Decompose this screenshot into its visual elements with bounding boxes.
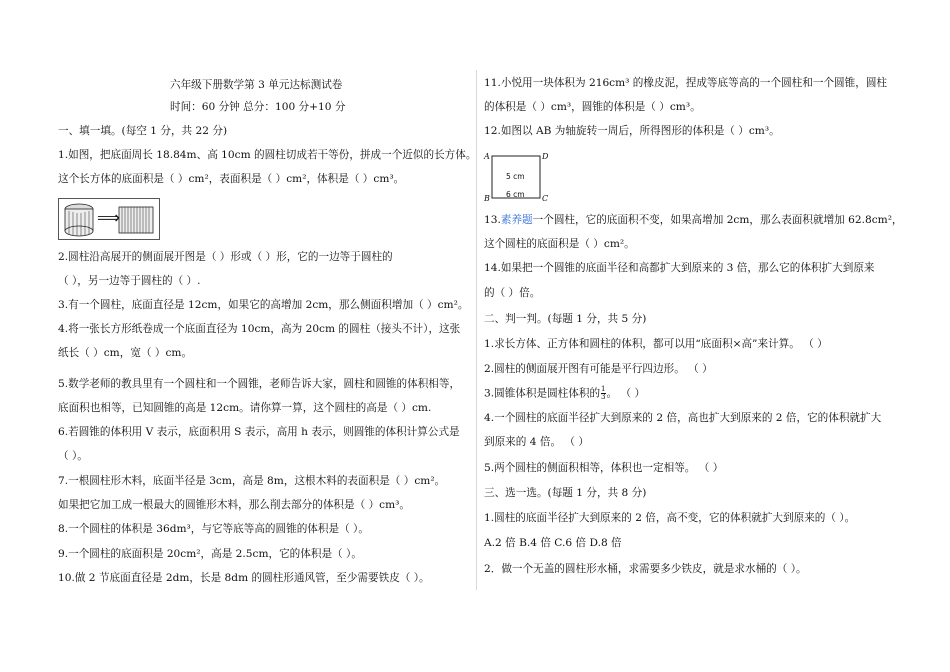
fraction-numerator: 1 <box>601 385 606 393</box>
question-10: 10.做 2 节底面直径是 2dm，长是 8dm 的圆柱形通风管，至少需要铁皮（ ）。 <box>58 572 430 584</box>
question-5-line-2: 底面积也相等，已知圆锥的高是 12cm。请你算一算，这个圆柱的高是（ ）cm. <box>58 402 432 414</box>
cylinder-to-cuboid-figure <box>58 198 160 240</box>
question-13-line-1 <box>484 213 903 227</box>
arrow-icon: ⟹ <box>97 208 120 227</box>
choice-1-options: A.2 倍 B.4 倍 C.6 倍 D.8 倍 <box>484 537 622 549</box>
judge-3-text: 3.圆锥体积是圆柱体积的 <box>484 387 601 400</box>
section-judge-heading: 二、判一判。(每题 1 分，共 5 分) <box>484 313 647 325</box>
question-6-line-2: （ ）。 <box>58 450 88 462</box>
exam-meta: 时间：60 分钟 总分：100 分+10 分 <box>170 101 346 113</box>
judge-4-line-1: 4.一个圆柱的底面半径扩大到原来的 2 倍，高也扩大到原来的 2 倍，它的体积就扩大 <box>484 412 882 424</box>
question-3: 3.有一个圆柱，底面直径是 12cm，如果它的高增加 2cm，那么侧面积增加（ ）cm²。 <box>58 299 469 311</box>
question-4-line-2: 纸长（ ）cm，宽（ ）cm。 <box>58 347 193 359</box>
question-2-line-1: 2.圆柱沿高展开的侧面展开图是（ ）形或（ ）形，它的一边等于圆柱的 <box>58 251 393 263</box>
question-5-line-1: 5.数学老师的教具里有一个圆柱和一个圆锥，老师告诉大家，圆柱和圆锥的体积相等， <box>58 378 461 390</box>
question-1-line-1: 1.如图，把底面周长 18.84m、高 10cm 的圆柱切成若干等份，拼成一个近似的长方体。 <box>58 149 477 161</box>
label-d: D <box>542 152 549 161</box>
label-c: C <box>542 194 549 203</box>
question-7-line-2: 如果把它加工成一根最大的圆锥形木料，那么削去部分的体积是（ ）cm³。 <box>58 499 410 511</box>
literacy-tag: 素养题 <box>500 214 533 226</box>
label-a: A <box>484 152 490 161</box>
exam-title: 六年级下册数学第 3 单元达标测试卷 <box>170 79 343 91</box>
question-9: 9.一个圆柱的底面积是 20cm²，高是 2.5cm，它的体积是（ ）。 <box>58 548 362 560</box>
question-4-line-1: 4.将一张长方形纸卷成一个底面直径为 10cm，高为 20cm 的圆柱（接头不计），这张 <box>58 323 461 335</box>
question-12: 12.如图以 AB 为轴旋转一周后，所得图形的体积是（ ）cm³。 <box>484 125 780 137</box>
judge-5: 5.两个圆柱的侧面积相等，体积也一定相等。 （ ） <box>484 462 724 474</box>
question-7-line-1: 7.一根圆柱形木料，底面半径是 3cm，高是 8m，这根木料的表面积是（ ）cm²。 <box>58 475 446 487</box>
question-11-line-1: 11.小悦用一块体积为 216cm³ 的橡皮泥，捏成等底等高的一个圆柱和一个圆锥，圆柱 <box>484 77 888 89</box>
question-14-line-2: 的（ ）倍。 <box>484 287 541 299</box>
question-6-line-1: 6.若圆锥的体积用 V 表示，底面积用 S 表示，高用 h 表示，则圆锥的体积计算公式是 <box>58 426 460 438</box>
label-b: B <box>484 194 490 203</box>
question-13-line-2: 这个圆柱的底面积是（ ）cm²。 <box>484 238 635 250</box>
side-length-label: 5 cm <box>506 172 525 181</box>
question-8: 8.一个圆柱的体积是 36dm³，与它等底等高的圆锥的体积是（ ）。 <box>58 523 369 535</box>
bottom-length-label: 6 cm <box>506 190 525 199</box>
judge-3 <box>484 386 645 401</box>
judge-3-blank: 。 （ ） <box>606 387 646 400</box>
judge-2: 2.圆柱的侧面展开图有可能是平行四边形。 （ ） <box>484 363 713 375</box>
question-14-line-1: 14.如果把一个圆锥的底面半径和高都扩大到原来的 3 倍，那么它的体积扩大到原来 <box>484 262 875 274</box>
choice-1: 1.圆柱的底面半径扩大到原来的 2 倍，高不变，它的体积就扩大到原来的（ ）。 <box>484 512 856 524</box>
choice-2: 2．做一个无盖的圆柱形水桶，求需要多少铁皮，就是求水桶的（ ）。 <box>484 563 807 575</box>
judge-1: 1.求长方体、正方体和圆柱的体积，都可以用“底面积×高”来计算。 （ ） <box>484 338 828 350</box>
section-fill-heading: 一、填一填。(每空 1 分，共 22 分) <box>58 125 228 137</box>
question-1-line-2: 这个长方体的底面积是（ ）cm²，表面积是（ ）cm²，体积是（ ）cm³。 <box>58 173 405 185</box>
question-11-line-2: 的体积是（ ）cm³，圆锥的体积是（ ）cm³。 <box>484 101 701 113</box>
fraction-denominator: 3 <box>601 393 606 401</box>
fraction <box>601 386 605 401</box>
question-13-text: 一个圆柱，它的底面积不变，如果高增加 2cm，那么表面积就增加 62.8cm²， <box>532 214 903 226</box>
question-13-number: 13. <box>484 214 501 226</box>
section-choice-heading: 三、选一选。(每题 1 分，共 8 分) <box>484 487 647 499</box>
rectangle-abcd-figure <box>484 150 550 206</box>
judge-4-line-2: 到原来的 4 倍。 （ ） <box>484 436 589 448</box>
question-2-line-2: （ ），另一边等于圆柱的（ ）. <box>58 275 201 287</box>
